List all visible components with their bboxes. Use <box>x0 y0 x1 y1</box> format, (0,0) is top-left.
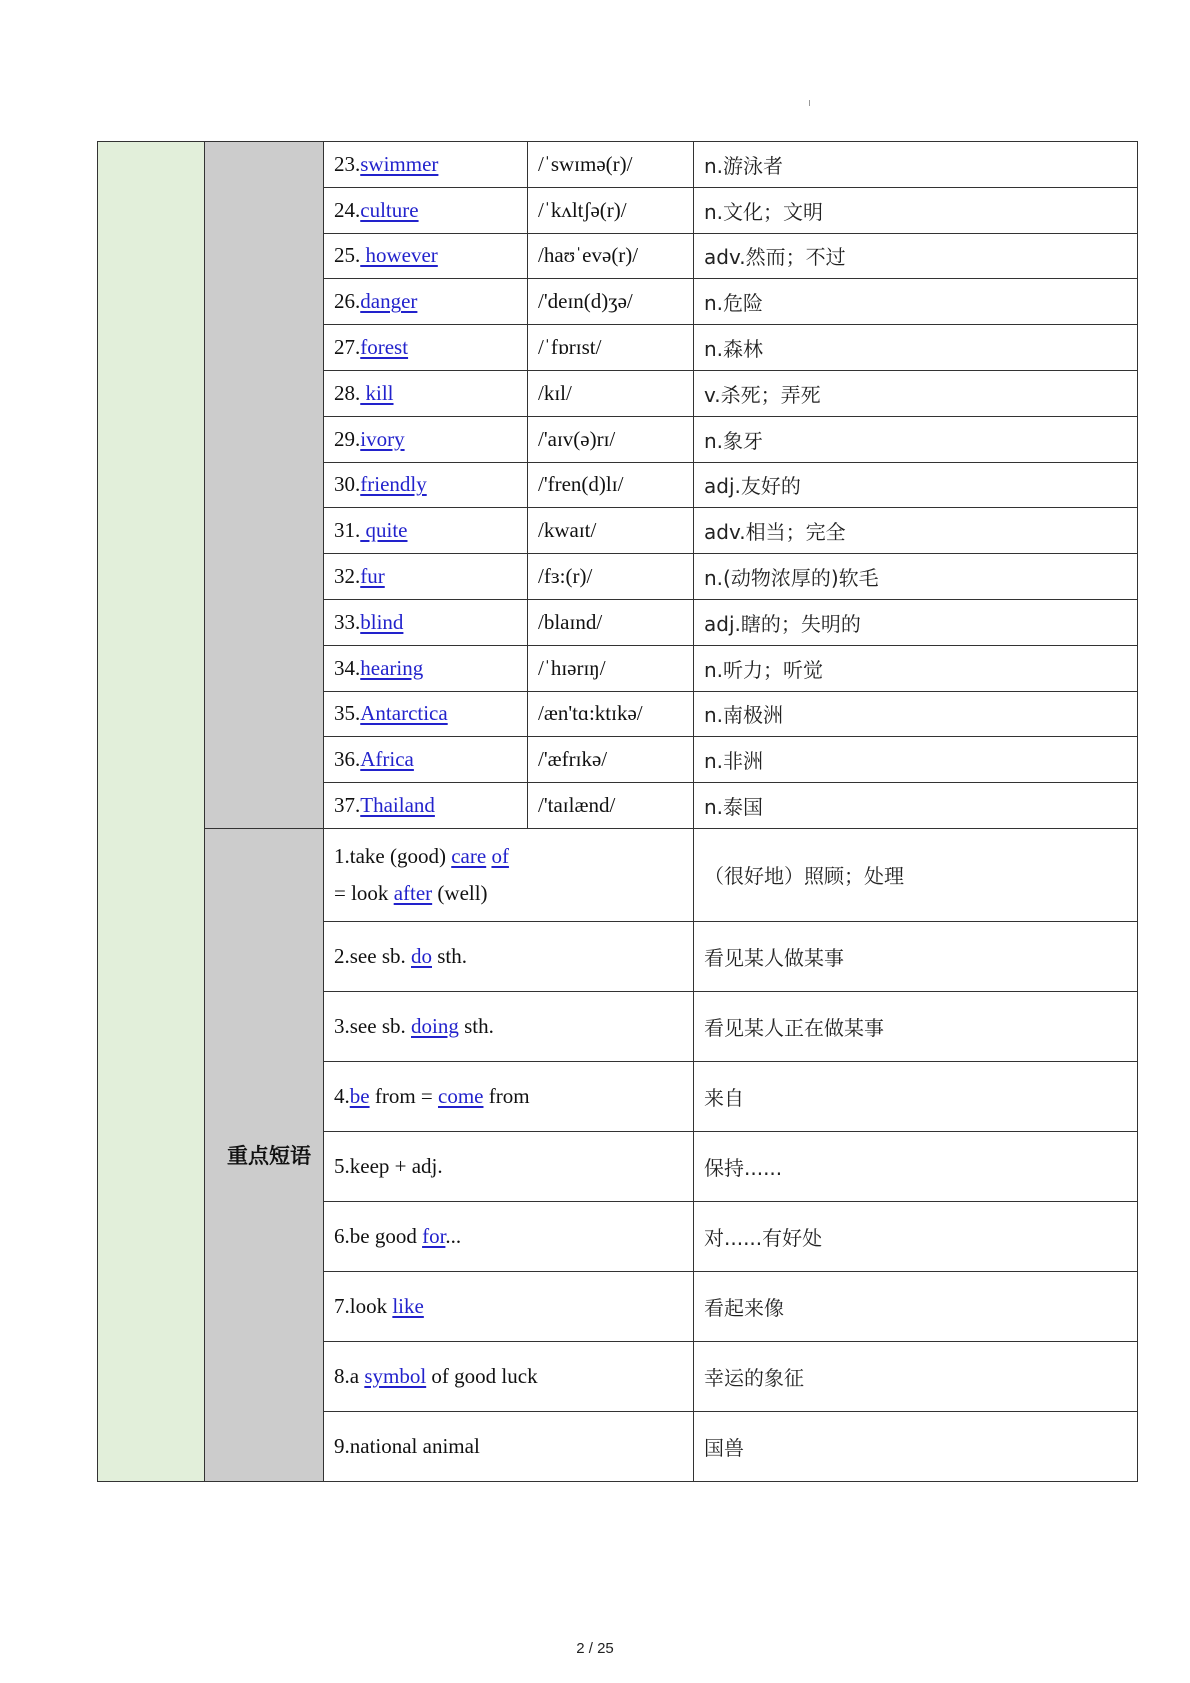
phrase-meaning: 来自 <box>694 1061 1138 1131</box>
vocab-phonetic: /'fren(d)lɪ/ <box>528 462 694 508</box>
phrase-meaning: （很好地）照顾；处理 <box>694 828 1138 921</box>
phrase-cell <box>324 828 694 921</box>
phrase-cell <box>324 1201 694 1271</box>
vocab-phonetic: /kɪl/ <box>528 370 694 416</box>
vocab-word-link[interactable]: however <box>360 243 438 268</box>
vocab-meaning: adj.友好的 <box>694 462 1138 508</box>
phrase-meaning: 幸运的象征 <box>694 1341 1138 1411</box>
vocab-word-cell <box>324 737 528 783</box>
phrase-cell <box>324 1131 694 1201</box>
vocab-word-link[interactable]: forest <box>360 335 409 360</box>
vocab-meaning: n.听力；听觉 <box>694 645 1138 691</box>
phrase-text: sth. <box>432 943 468 968</box>
vocab-number: 32. <box>334 564 361 589</box>
vocab-phonetic: /haʊˈevə(r)/ <box>528 233 694 279</box>
vocab-phonetic: /fɜ:(r)/ <box>528 554 694 600</box>
phrase-text: 4. <box>334 1083 350 1108</box>
header-mark <box>809 100 810 106</box>
vocab-number: 27. <box>334 335 361 360</box>
vocab-phonetic: /'taɪlænd/ <box>528 783 694 829</box>
phrase-text: = look <box>334 880 394 905</box>
phrase-text: sth. <box>458 1013 494 1038</box>
phrase-meaning: 看见某人正在做某事 <box>694 991 1138 1061</box>
vocab-row <box>98 142 1138 188</box>
phrase-text: from <box>483 1083 530 1108</box>
green-side-column <box>98 142 205 1482</box>
vocab-phonetic: /ˈkʌltʃə(r)/ <box>528 187 694 233</box>
vocab-meaning: n.危险 <box>694 279 1138 325</box>
vocab-meaning: v.杀死；弄死 <box>694 370 1138 416</box>
phrase-text: 3.see sb. <box>334 1013 411 1038</box>
vocab-word-link[interactable]: Thailand <box>360 793 435 818</box>
vocab-word-link[interactable]: ivory <box>360 426 405 451</box>
vocab-word-cell <box>324 279 528 325</box>
vocab-word-cell <box>324 691 528 737</box>
vocab-word-cell <box>324 783 528 829</box>
vocab-phonetic: /'æfrɪkə/ <box>528 737 694 783</box>
phrase-text: 6.be good <box>334 1223 423 1248</box>
vocab-phonetic: /'aɪv(ə)rɪ/ <box>528 416 694 462</box>
phrase-link[interactable]: doing <box>411 1013 459 1038</box>
phrase-text: of good luck <box>426 1363 538 1388</box>
phrase-text: 9.national animal <box>334 1433 480 1458</box>
vocab-word-link[interactable]: hearing <box>360 655 424 680</box>
vocab-number: 29. <box>334 426 361 451</box>
phrase-text: ... <box>445 1223 462 1248</box>
vocab-word-cell <box>324 142 528 188</box>
phrase-meaning: 保持...... <box>694 1131 1138 1201</box>
phrase-cell <box>324 1271 694 1341</box>
phrase-link[interactable]: do <box>411 943 432 968</box>
phrase-cell <box>324 1411 694 1481</box>
vocab-word-cell <box>324 554 528 600</box>
phrase-text: 1.take (good) <box>334 843 452 868</box>
vocab-phonetic: /æn'tɑ:ktɪkə/ <box>528 691 694 737</box>
phrase-meaning: 看见某人做某事 <box>694 921 1138 991</box>
vocab-meaning: n.南极洲 <box>694 691 1138 737</box>
vocab-word-link[interactable]: friendly <box>360 472 427 497</box>
phrase-cell <box>324 1341 694 1411</box>
phrase-link[interactable]: care <box>451 843 487 868</box>
vocab-phonetic: /blaɪnd/ <box>528 599 694 645</box>
vocab-phonetic: /kwaɪt/ <box>528 508 694 554</box>
vocab-phonetic: /'deɪn(d)ʒə/ <box>528 279 694 325</box>
vocab-number: 37. <box>334 793 361 818</box>
vocab-phonetic: /ˈfɒrɪst/ <box>528 325 694 371</box>
vocab-phonetic: /ˈswɪmə(r)/ <box>528 142 694 188</box>
vocab-word-cell <box>324 462 528 508</box>
vocab-meaning: n.(动物浓厚的)软毛 <box>694 554 1138 600</box>
vocab-word-cell <box>324 645 528 691</box>
vocab-meaning: adv.然而；不过 <box>694 233 1138 279</box>
vocab-number: 23. <box>334 151 361 176</box>
vocab-phonetic: /ˈhɪərɪŋ/ <box>528 645 694 691</box>
vocab-number: 35. <box>334 701 361 726</box>
vocab-number: 25. <box>334 243 361 268</box>
page-number: 2 / 25 <box>576 1640 614 1657</box>
vocab-word-cell <box>324 233 528 279</box>
vocab-word-link[interactable]: kill <box>360 380 394 405</box>
phrase-meaning: 国兽 <box>694 1411 1138 1481</box>
phrase-text: 8.a <box>334 1363 365 1388</box>
phrase-link[interactable]: come <box>438 1083 484 1108</box>
phrase-link[interactable]: for <box>422 1223 446 1248</box>
phrase-text: 2.see sb. <box>334 943 411 968</box>
vocab-meaning: n.森林 <box>694 325 1138 371</box>
phrase-link[interactable]: after <box>393 880 433 905</box>
phrase-cell <box>324 1061 694 1131</box>
vocab-meaning: adj.瞎的；失明的 <box>694 599 1138 645</box>
phrase-cell <box>324 991 694 1061</box>
vocab-meaning: n.泰国 <box>694 783 1138 829</box>
vocab-word-cell <box>324 508 528 554</box>
vocab-word-cell <box>324 370 528 416</box>
vocab-number: 33. <box>334 609 361 634</box>
vocab-number: 28. <box>334 380 361 405</box>
vocab-word-link[interactable]: blind <box>360 609 404 634</box>
phrase-text: from = <box>369 1083 438 1108</box>
phrase-link[interactable]: be <box>349 1083 370 1108</box>
phrase-text: 5.keep + adj. <box>334 1153 443 1178</box>
phrase-text: (well) <box>432 880 488 905</box>
phrase-link[interactable]: like <box>392 1293 424 1318</box>
vocab-word-cell <box>324 599 528 645</box>
phrases-section-label: 重点短语 <box>205 828 324 1481</box>
phrase-meaning: 看起来像 <box>694 1271 1138 1341</box>
vocab-word-cell <box>324 416 528 462</box>
vocab-word-link[interactable]: Africa <box>360 747 414 772</box>
phrase-meaning: 对......有好处 <box>694 1201 1138 1271</box>
vocab-number: 34. <box>334 655 361 680</box>
phrase-row <box>98 828 1138 921</box>
vocab-word-link[interactable]: fur <box>360 564 385 589</box>
vocab-label-column <box>205 142 324 829</box>
vocabulary-table <box>97 141 1138 1482</box>
vocab-word-cell <box>324 187 528 233</box>
vocab-word-link[interactable]: swimmer <box>360 151 439 176</box>
phrase-link[interactable]: of <box>491 843 509 868</box>
vocab-meaning: adv.相当；完全 <box>694 508 1138 554</box>
vocab-number: 30. <box>334 472 361 497</box>
vocab-word-link[interactable]: quite <box>360 518 408 543</box>
vocab-meaning: n.游泳者 <box>694 142 1138 188</box>
vocab-number: 26. <box>334 289 361 314</box>
vocab-number: 36. <box>334 747 361 772</box>
phrase-cell <box>324 921 694 991</box>
vocab-meaning: n.象牙 <box>694 416 1138 462</box>
vocab-word-link[interactable]: Antarctica <box>360 701 448 726</box>
vocab-word-link[interactable]: danger <box>360 289 418 314</box>
phrase-text: 7.look <box>334 1293 393 1318</box>
vocab-word-link[interactable]: culture <box>360 197 419 222</box>
vocab-number: 31. <box>334 518 361 543</box>
phrase-link[interactable]: symbol <box>364 1363 427 1388</box>
vocab-meaning: n.非洲 <box>694 737 1138 783</box>
vocab-word-cell <box>324 325 528 371</box>
vocab-number: 24. <box>334 197 361 222</box>
vocab-meaning: n.文化；文明 <box>694 187 1138 233</box>
